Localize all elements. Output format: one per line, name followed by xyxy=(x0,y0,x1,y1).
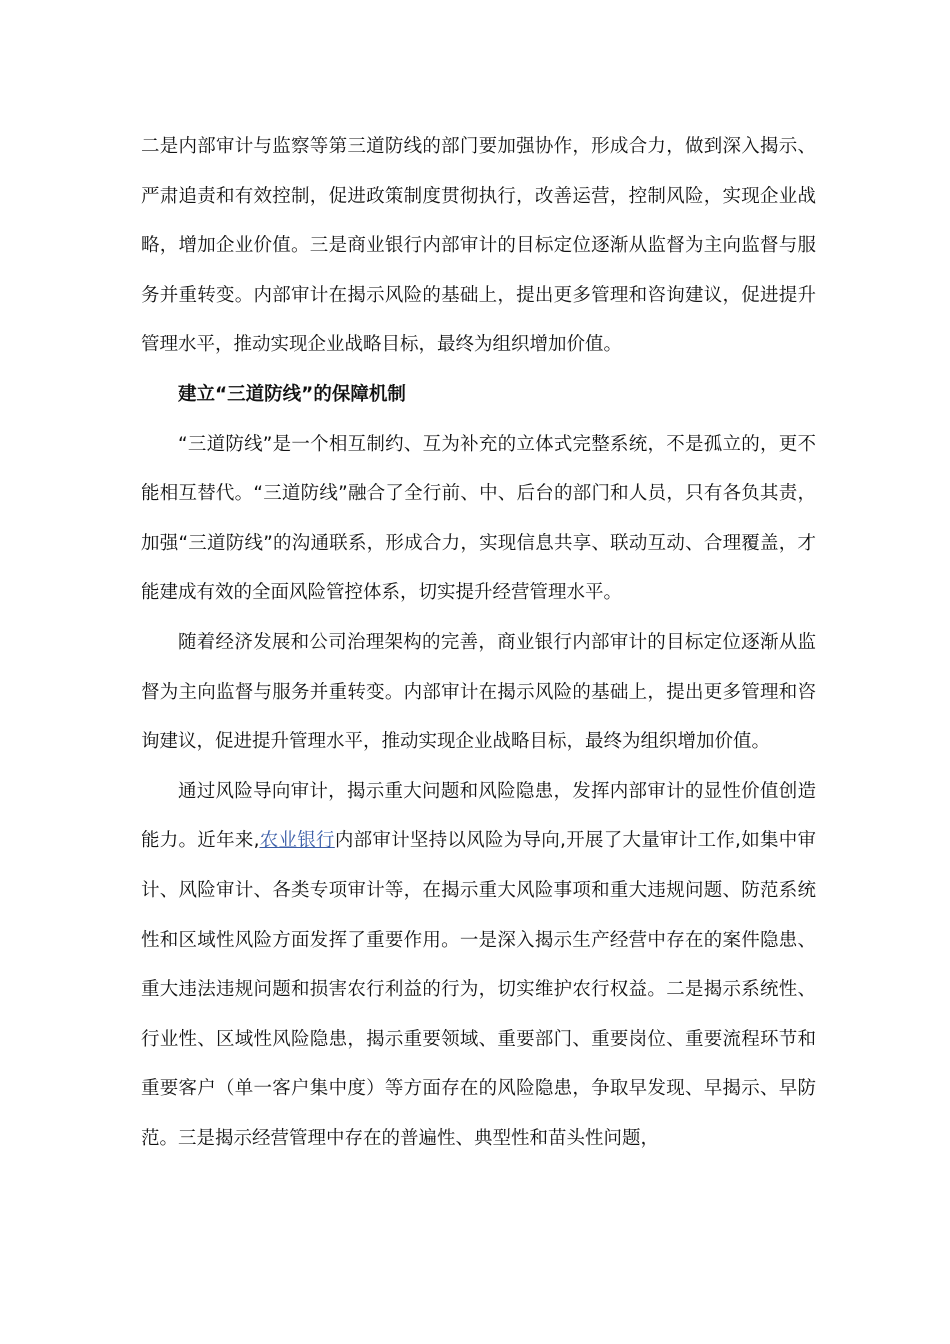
section-heading: 建立“三道防线”的保障机制 xyxy=(178,383,406,405)
paragraph-audit-goal: 随着经济发展和公司治理架构的完善，商业银行内部审计的目标定位逐渐从监督为主向监督与服务并重转变。内部审计在揭示风险的基础上，提出更多管理和咨询建议，促进提升管理水平，推动实现企业战略目标，最终为组织增加价值。 xyxy=(141,631,816,753)
paragraph-three-lines-system: “三道防线”是一个相互制约、互为补充的立体式完整系统，不是孤立的，更不能相互替代。“三道防线”融合了全行前、中、后台的部门和人员，只有各负其责，加强“三道防线”的沟通联系，形成合力，实现信息共享、联动互动、合理覆盖，才能建成有效的全面风险管控体系，切实提升经营管理水平。 xyxy=(141,433,816,604)
paragraph-text-before-link: 通过风险导向审计，揭示重大问题和风险隐患，发挥内部审计的显性价值创造能力。近年来, xyxy=(141,780,816,852)
paragraph-defense-coordination: 二是内部审计与监察等第三道防线的部门要加强协作，形成合力，做到深入揭示、严肃追责和有效控制，促进政策制度贯彻执行，改善运营，控制风险，实现企业战略，增加企业价值。三是商业银行内部审计的目标定位逐渐从监督为主向监督与服务并重转变。内部审计在揭示风险的基础上，提出更多管理和咨询建议，促进提升管理水平，推动实现企业战略目标，最终为组织增加价值。 xyxy=(141,136,816,356)
paragraph-text-after-link: 内部审计坚持以风险为导向,开展了大量审计工作,如集中审计、风险审计、各类专项审计等，在揭示重大风险事项和重大违规问题、防范系统性和区域性风险方面发挥了重要作用。一是深入揭示生产经营中存在的案件隐患、重大违法违规问题和损害农行利益的行为，切实维护农行权益。二是揭示系统性、行业性、区域性风险隐患，揭示重要领域、重要部门、重要岗位、重要流程环节和重要客户（单一客户集中度）等方面存在的风险隐患，争取早发现、早揭示、早防范。三是揭示经营管理中存在的普遍性、典型性和苗头性问题， xyxy=(141,830,816,1149)
paragraph-risk-oriented-audit xyxy=(141,767,816,1164)
agricultural-bank-link[interactable]: 农业银行 xyxy=(259,830,335,852)
